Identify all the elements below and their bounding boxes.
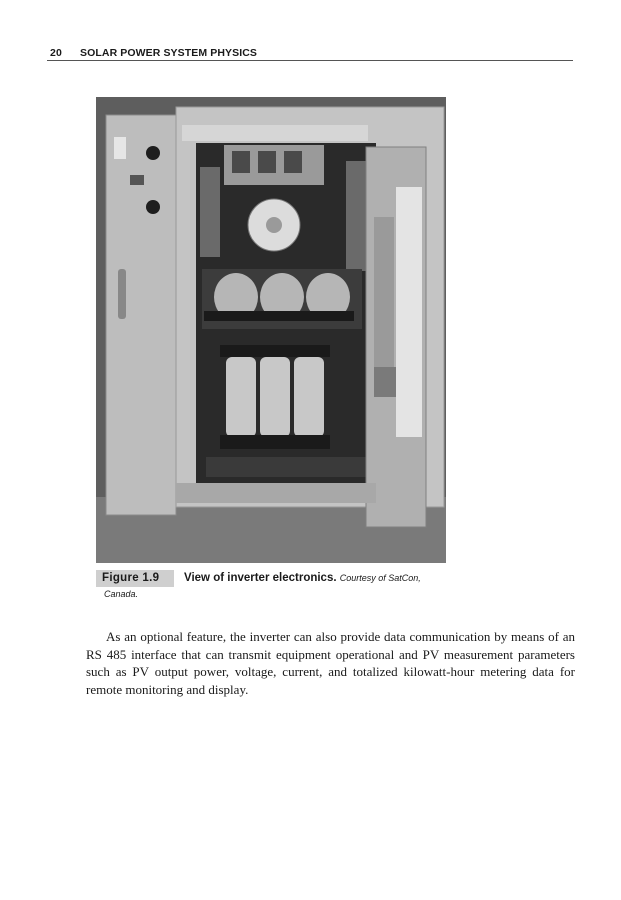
inverter-photo bbox=[96, 97, 446, 563]
figure-label: Figure 1.9 bbox=[96, 570, 174, 587]
figure-caption bbox=[96, 570, 536, 601]
figure-credit-continued: Canada. bbox=[104, 589, 139, 599]
running-header bbox=[47, 44, 573, 61]
body-paragraph: As an optional feature, the inverter can also provide data communication by means of an RS 485 interface that can transmit equipment operational and PV measurement parameters such as PV output power, voltage, current, and totalized kilowatt-hour metering data for remote monitoring and display. bbox=[86, 629, 575, 697]
figure-credit: Courtesy of SatCon, bbox=[339, 573, 421, 583]
running-title: SOLAR POWER SYSTEM PHYSICS bbox=[80, 47, 258, 59]
page-number: 20 bbox=[50, 47, 62, 59]
figure-title: View of inverter electronics. bbox=[184, 572, 337, 584]
